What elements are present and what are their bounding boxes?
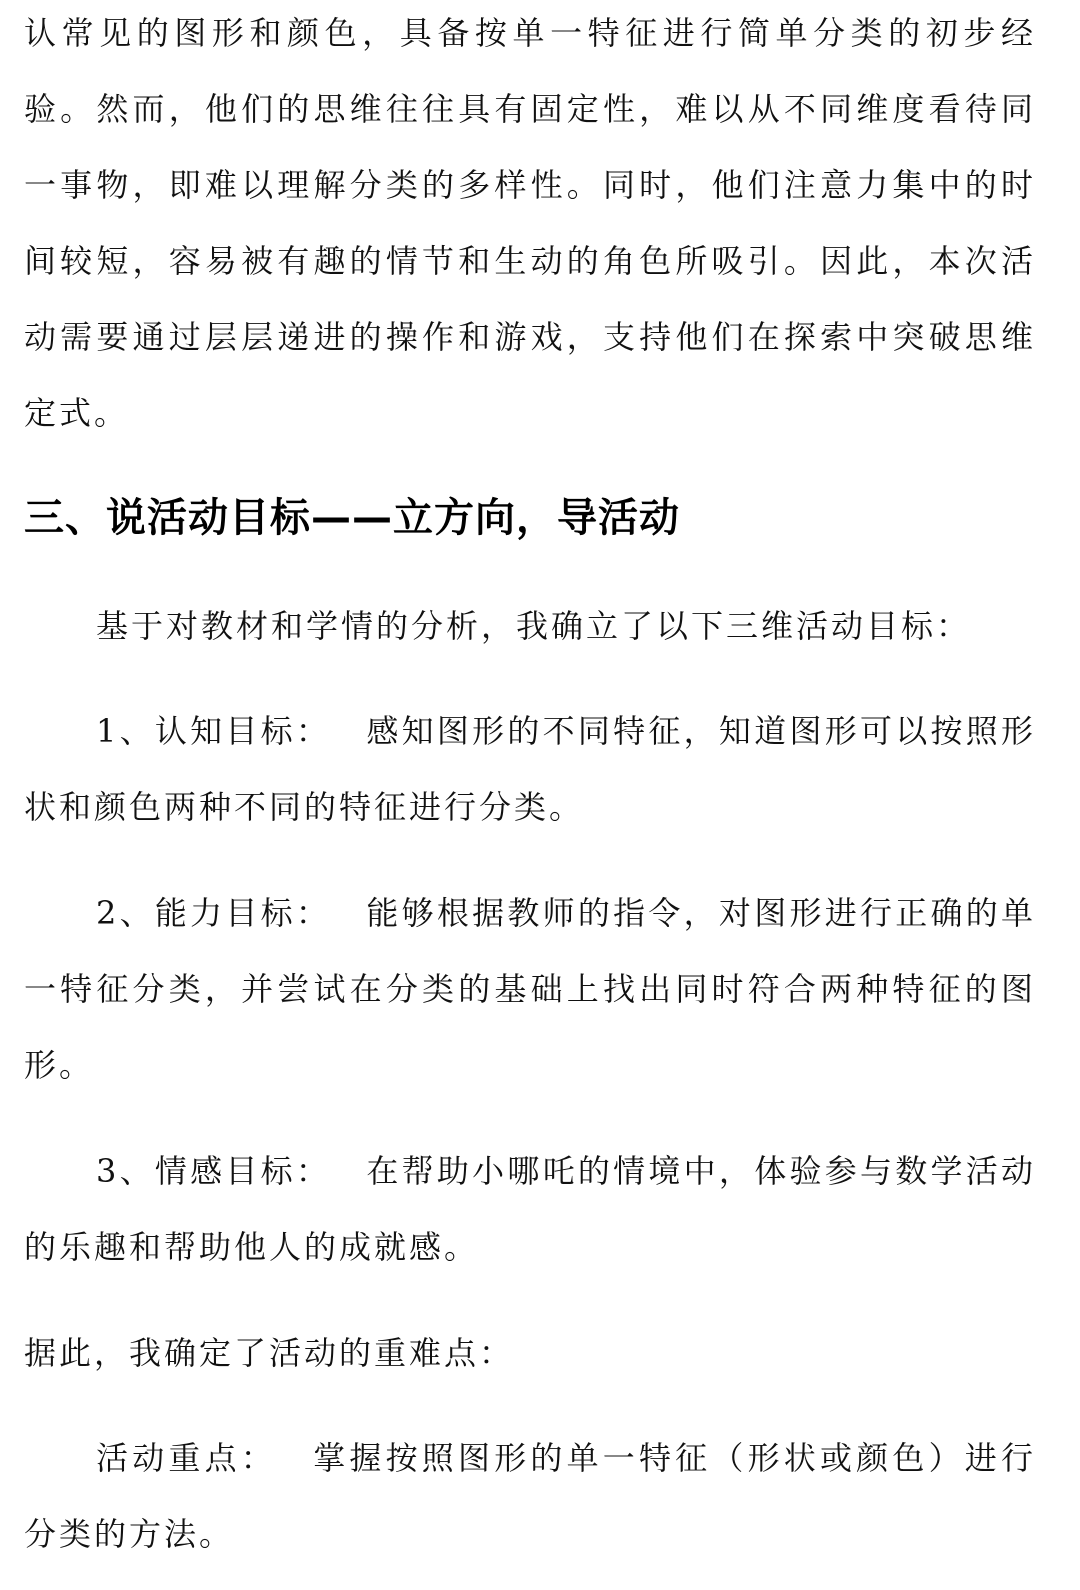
key-point-text: 掌握按照图形的单一特征（形状或颜色）进行分类的方法。 — [24, 1439, 1036, 1553]
goal-item-emotion — [24, 1133, 1036, 1285]
intro-paragraph: 认常见的图形和颜色，具备按单一特征进行简单分类的初步经验。然而，他们的思维往往具有固定性，难以从不同维度看待同一事物，即难以理解分类的多样性。同时，他们注意力集中的时间较短，容易被有趣的情节和生动的角色所吸引。因此，本次活动需要通过层层递进的操作和游戏，支持他们在探索中突破思维定式。 — [24, 14, 1036, 432]
key-point-label: 活动重点： — [96, 1439, 277, 1477]
section-heading: 三、说活动目标——立方向，导活动 — [24, 495, 680, 541]
key-points-intro: 据此，我确定了活动的重难点： — [24, 1334, 515, 1372]
goal-label: 1、认知目标： — [96, 712, 332, 750]
goal-label: 3、情感目标： — [96, 1152, 332, 1190]
goal-item-ability — [24, 875, 1036, 1103]
goals-intro-paragraph: 基于对教材和学情的分析，我确立了以下三维活动目标： — [96, 607, 972, 645]
goal-text: 能够根据教师的指令，对图形进行正确的单一特征分类，并尝试在分类的基础上找出同时符合两种特征的图形。 — [24, 894, 1036, 1084]
goal-text: 感知图形的不同特征，知道图形可以按照形状和颜色两种不同的特征进行分类。 — [24, 712, 1036, 826]
goal-item-cognitive — [24, 693, 1036, 845]
goal-label: 2、能力目标： — [96, 894, 332, 932]
key-point-item — [24, 1420, 1036, 1572]
goal-text: 在帮助小哪吒的情境中，体验参与数学活动的乐趣和帮助他人的成就感。 — [24, 1152, 1036, 1266]
